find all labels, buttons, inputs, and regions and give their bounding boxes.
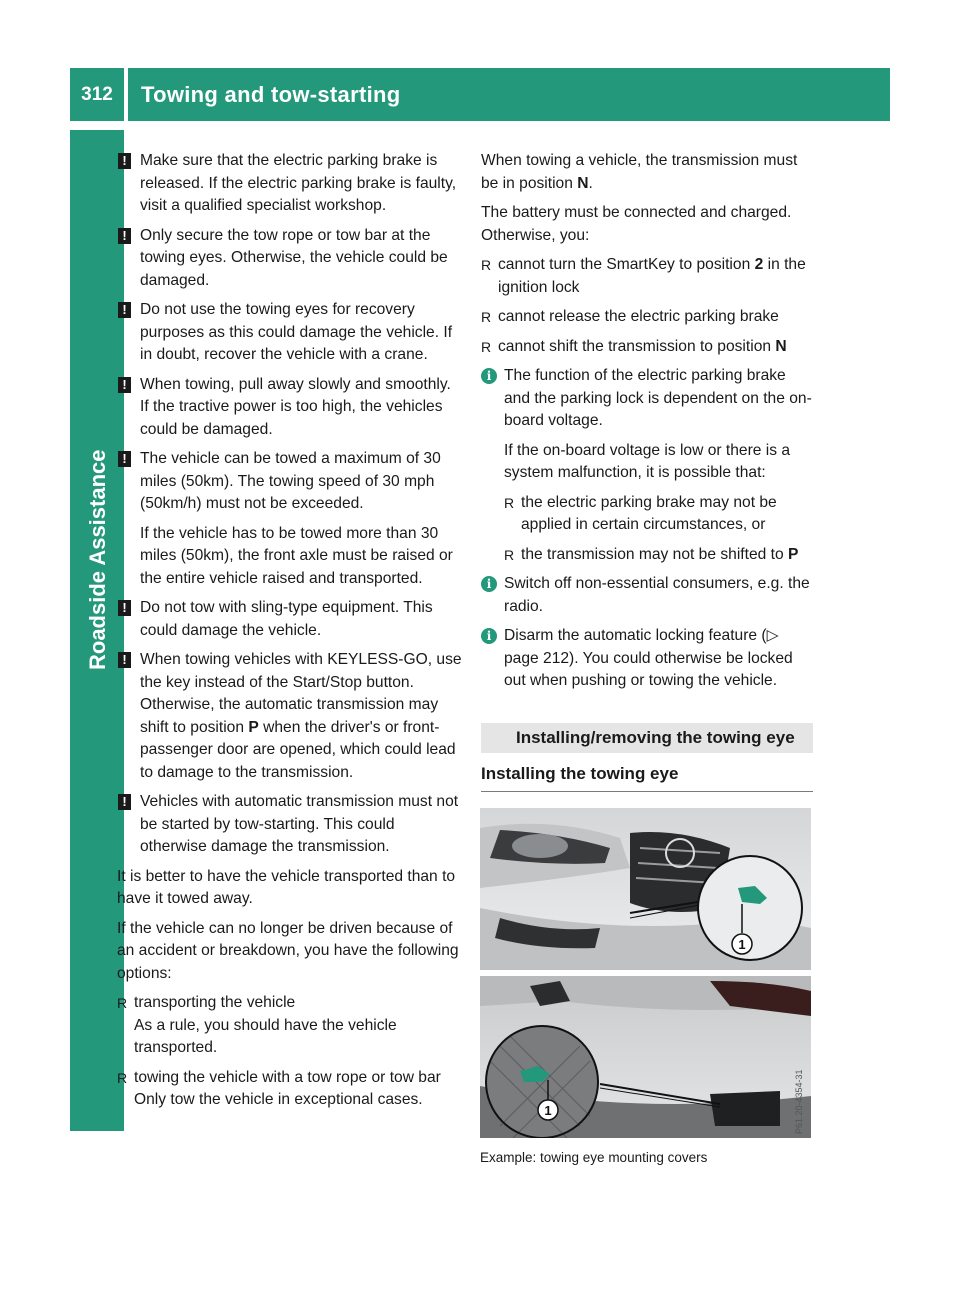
list-item (117, 992, 462, 1060)
body-text: When towing a vehicle, the transmission must be in position (481, 152, 798, 192)
bullet-text: in the ignition lock (498, 256, 806, 296)
list-item (504, 544, 813, 567)
warning-note (117, 299, 462, 367)
info-note (481, 625, 813, 693)
gear-position: P (787, 545, 799, 563)
key-position: 2 (754, 256, 764, 273)
option-desc: As a rule, you should have the vehicle transported. (134, 1016, 397, 1056)
bullet-text: cannot turn the SmartKey to position (498, 256, 755, 273)
warning-note (117, 448, 462, 590)
warning-icon: ! (118, 377, 131, 393)
section-title: Towing and tow-starting (141, 82, 401, 107)
list-item (481, 306, 813, 329)
warning-icon: ! (118, 451, 131, 467)
figure-reference: P61.20-4354-31 (794, 1069, 804, 1134)
bullet-icon: R (481, 309, 492, 325)
body-paragraph (481, 150, 813, 195)
body-paragraph: If the vehicle can no longer be driven because of an accident or breakdown, you have the following options: (117, 919, 459, 982)
body-text: . (588, 174, 593, 192)
towing-eye-figure (480, 808, 811, 1165)
bullet-icon: R (117, 1069, 128, 1086)
list-item (481, 336, 813, 359)
warning-note (117, 791, 462, 859)
left-column (117, 150, 462, 1119)
warning-text: when the driver's or front-passenger door are opened, which could lead to damage to the transmission. (140, 718, 456, 781)
bullet-text: cannot release the electric parking brake (498, 308, 779, 325)
bullet-icon: R (117, 995, 128, 1011)
warning-icon: ! (118, 228, 131, 244)
figure-caption: Example: towing eye mounting covers (480, 1150, 708, 1165)
bullet-text: the electric parking brake may not be applied in certain circumstances, or (521, 493, 777, 533)
list-item (481, 254, 813, 299)
callout-number: 1 (738, 937, 746, 952)
option-desc: Only tow the vehicle in exceptional cases. (134, 1091, 423, 1108)
bullet-text: the transmission may not be shifted to (521, 545, 788, 563)
page-number: 312 (81, 84, 113, 105)
bullet-icon: R (481, 257, 492, 273)
info-text: Disarm the automatic locking feature ( (504, 627, 767, 644)
info-note (481, 365, 813, 566)
warning-text: Vehicles with automatic transmission must not be started by tow-starting. This could otherwise damage the transmission. (140, 793, 459, 855)
bullet-icon: R (504, 546, 515, 563)
warning-icon: ! (118, 302, 131, 318)
gear-position: N (577, 174, 589, 192)
rear-bumper-image (480, 976, 811, 1138)
page-ref-arrow-icon: ▷ (766, 627, 779, 644)
info-icon: i (481, 576, 497, 592)
callout-number: 1 (544, 1103, 552, 1118)
warning-text: The vehicle can be towed a maximum of 30 miles (50km). The towing speed of 30 mph (50km/h) must not be exceeded. (140, 450, 441, 512)
info-icon: i (481, 628, 497, 644)
warning-note (117, 649, 462, 784)
warning-text: Make sure that the electric parking brake is released. If the electric parking brake is faulty, visit a qualified specialist workshop. (140, 152, 457, 214)
option-title: transporting the vehicle (134, 994, 296, 1011)
warning-note (117, 374, 462, 442)
warning-text: When towing, pull away slowly and smoothly. If the tractive power is too high, the vehicles could be damaged. (140, 375, 451, 438)
warning-text: When towing vehicles with KEYLESS-GO, use the key instead of the Start/Stop button. Otherwise, the automatic transmission may shift to position (140, 651, 462, 736)
body-paragraph: It is better to have the vehicle transported than to have it towed away. (117, 867, 456, 907)
warning-note (117, 225, 462, 293)
subsection-heading: Installing the towing eye (481, 763, 813, 793)
body-paragraph: The battery must be connected and charged. Otherwise, you: (481, 204, 792, 244)
list-item (117, 1067, 462, 1112)
warning-note (117, 597, 462, 642)
gear-position: N (775, 337, 787, 355)
bullet-icon: R (504, 494, 515, 511)
info-text: The function of the electric parking brake and the parking lock is dependent on the on-board voltage. (504, 367, 812, 429)
warning-text: If the vehicle has to be towed more than 30 miles (50km), the front axle must be raised or the entire vehicle raised and transported. (140, 524, 453, 587)
section-heading: Installing/removing the towing eye (481, 723, 813, 753)
list-item (504, 492, 813, 537)
info-icon: i (481, 368, 497, 384)
gear-position: P (248, 718, 259, 736)
warning-text: Do not tow with sling-type equipment. This could damage the vehicle. (140, 599, 433, 639)
warning-text: Do not use the towing eyes for recovery purposes as this could damage the vehicle. If in doubt, recover the vehicle with a crane. (140, 301, 453, 363)
header-divider (124, 68, 128, 121)
front-bumper-image (480, 808, 811, 970)
warning-icon: ! (118, 794, 131, 810)
right-column (481, 150, 813, 792)
warning-icon: ! (118, 652, 131, 668)
option-title: towing the vehicle with a tow rope or tow bar (134, 1068, 441, 1086)
warning-text: Only secure the tow rope or tow bar at the towing eyes. Otherwise, the vehicle could be damaged. (140, 226, 448, 289)
warning-icon: ! (118, 153, 131, 169)
info-note (481, 573, 813, 618)
info-text: page 212). You could otherwise be locked out when pushing or towing the vehicle. (504, 649, 793, 689)
bullet-icon: R (481, 338, 492, 355)
bullet-text: cannot shift the transmission to position (498, 337, 776, 355)
info-text: If the on-board voltage is low or there is a system malfunction, it is possible that: (504, 441, 791, 481)
warning-icon: ! (118, 600, 131, 616)
warning-note (117, 150, 462, 218)
info-text: Switch off non-essential consumers, e.g. the radio. (504, 575, 810, 615)
side-tab-label: Roadside Assistance (85, 449, 110, 670)
